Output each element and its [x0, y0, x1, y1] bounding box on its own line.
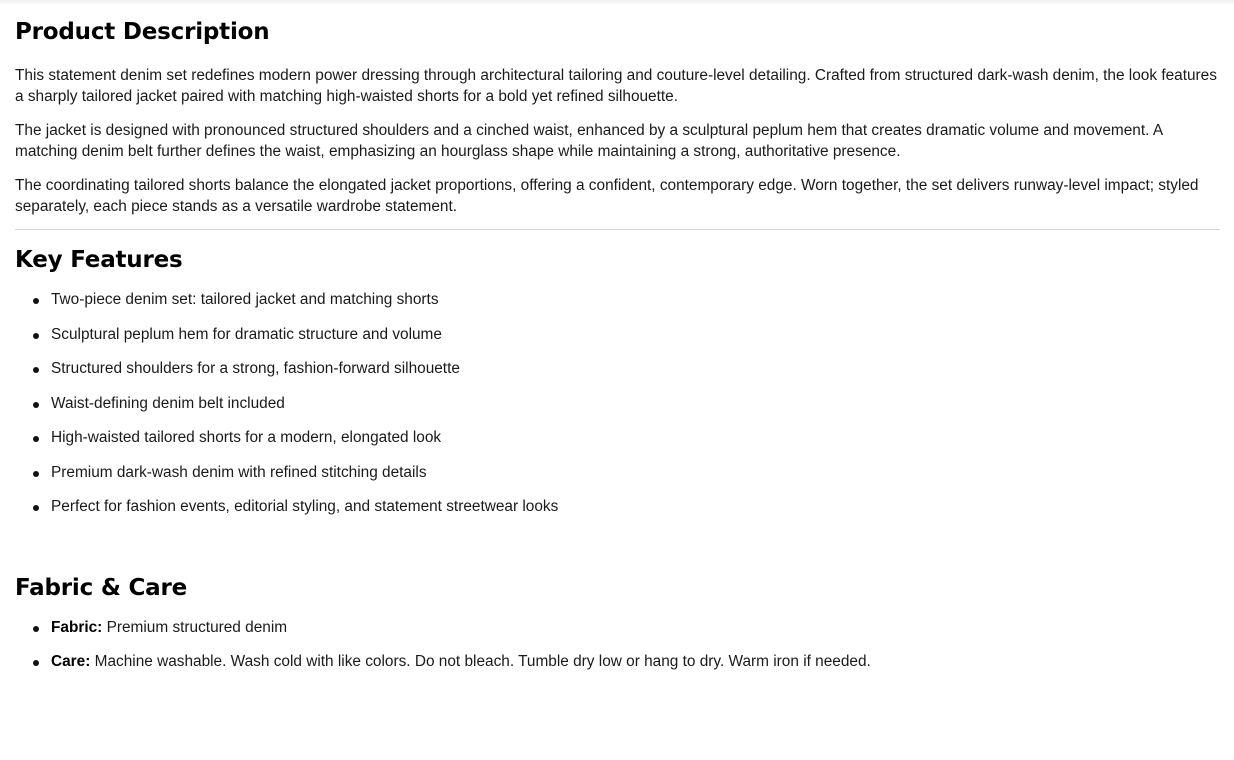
- fabric-label: Fabric:: [51, 618, 103, 636]
- care-label: Care:: [51, 653, 91, 670]
- feature-item: Perfect for fashion events, editorial styling, and statement streetwear looks: [15, 497, 1220, 518]
- feature-item: Sculptural peplum hem for dramatic structure and volume: [15, 325, 1220, 346]
- key-features-heading: Key Features: [15, 247, 183, 273]
- feature-item: Structured shoulders for a strong, fashion-forward silhouette: [15, 359, 1220, 380]
- top-shadow: [0, 0, 1234, 6]
- fabric-item: [15, 618, 1220, 639]
- feature-item: High-waisted tailored shorts for a modern, elongated look: [15, 428, 1220, 449]
- description-paragraph: The coordinating tailored shorts balance the elongated jacket proportions, offering a confident, contemporary edge. Worn together, the set delivers runway-level impact; styled separately, each piece stands as a versatile wardrobe statement.: [15, 177, 1199, 215]
- feature-item: Premium dark-wash denim with refined stitching details: [15, 463, 1220, 484]
- fabric-care-section: [15, 572, 1220, 673]
- care-value: Machine washable. Wash cold with like colors. Do not bleach. Tumble dry low or hang to dry. Warm iron if needed.: [94, 653, 871, 670]
- description-paragraph: This statement denim set redefines modern power dressing through architectural tailoring and couture-level detailing. Crafted from structured dark-wash denim, the look features a sharply tailored jacket paired with matching high-waisted shorts for a bold yet refined silhouette.: [15, 67, 1217, 105]
- key-features-list: [15, 290, 1220, 518]
- product-description-heading: Product Description: [15, 19, 270, 45]
- fabric-value: Premium structured denim: [106, 618, 288, 636]
- description-paragraph: The jacket is designed with pronounced structured shoulders and a cinched waist, enhanced by a sculptural peplum hem that creates dramatic volume and movement. A matching denim belt further defines the waist, emphasizing an hourglass shape while maintaining a strong, authoritative presence.: [15, 122, 1163, 160]
- product-description-section: [15, 16, 1220, 217]
- care-item: [15, 652, 1220, 673]
- feature-item: Two-piece denim set: tailored jacket and matching shorts: [15, 290, 1220, 311]
- product-details: [15, 16, 1220, 673]
- fabric-care-list: [15, 618, 1220, 673]
- fabric-care-heading: Fabric & Care: [15, 574, 188, 601]
- key-features-section: [15, 244, 1220, 518]
- feature-item: Waist-defining denim belt included: [15, 394, 1220, 415]
- section-divider: [15, 229, 1220, 230]
